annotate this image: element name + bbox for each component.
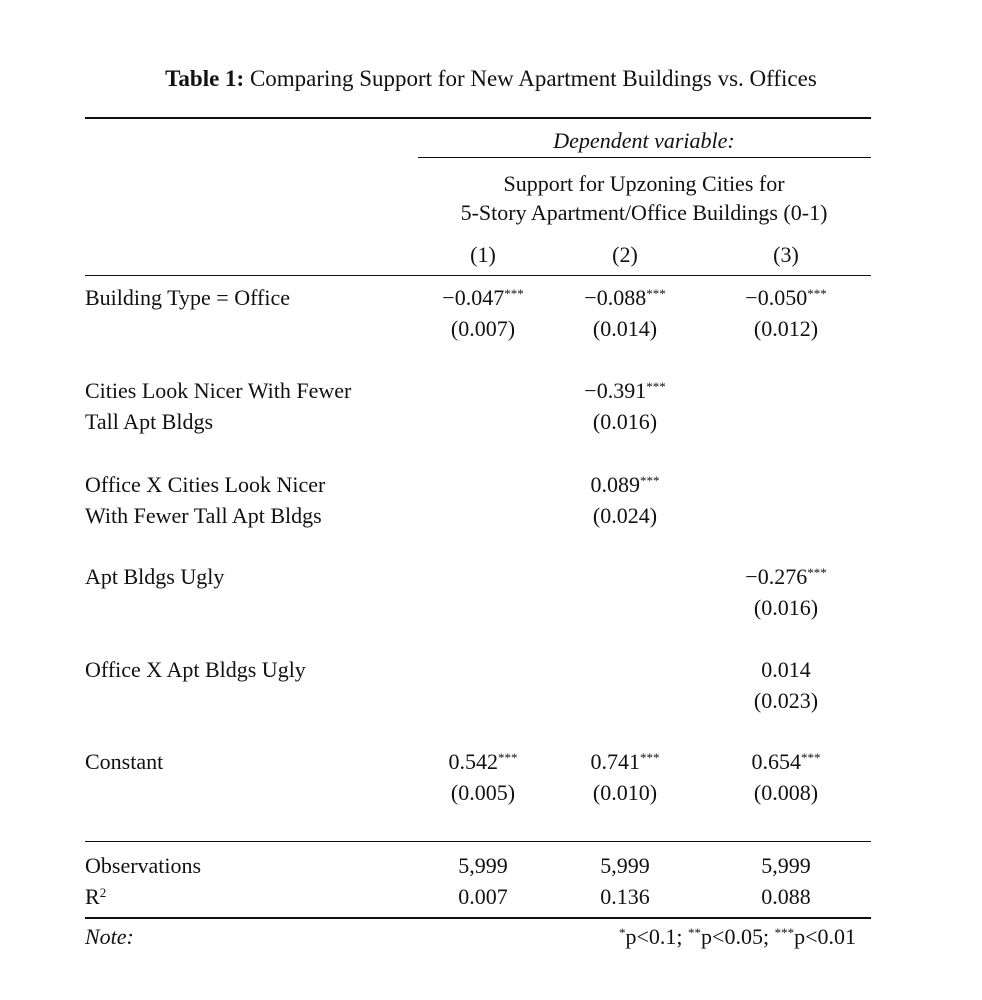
star: **	[688, 925, 702, 940]
significance-stars: ***	[646, 286, 666, 301]
standard-error: (0.007)	[450, 316, 516, 341]
coefficient	[545, 749, 705, 775]
dv-line-2: 5-Story Apartment/Office Buildings (0-1)	[460, 200, 828, 225]
r2-1: 0.007	[458, 884, 508, 909]
row-label: With Fewer Tall Apt Bldgs	[85, 503, 322, 528]
coefficient-value: −0.391	[584, 378, 647, 403]
coefficient-value: −0.276	[745, 564, 808, 589]
coefficient	[403, 285, 563, 311]
coefficient	[403, 749, 563, 775]
row-label: Apt Bldgs Ugly	[85, 564, 225, 589]
stat-label-observations: Observations	[85, 853, 202, 878]
r2-3: 0.088	[761, 884, 811, 909]
significance-stars: ***	[640, 473, 660, 488]
significance-stars: ***	[498, 750, 518, 765]
note-text: p<0.1;	[625, 924, 689, 949]
coefficient-value: 0.741	[590, 749, 640, 774]
coefficient-value: −0.088	[584, 285, 647, 310]
row-label: Building Type = Office	[85, 285, 290, 310]
table-number: Table 1:	[165, 66, 245, 91]
coefficient-value: 0.089	[590, 472, 640, 497]
note-label: Note:	[85, 924, 134, 949]
significance-stars: ***	[640, 750, 660, 765]
dv-line-1: Support for Upzoning Cities for	[503, 171, 785, 196]
row-label: Office X Apt Bldgs Ugly	[85, 657, 306, 682]
observations-3: 5,999	[761, 853, 811, 878]
column-header-1: (1)	[470, 242, 496, 267]
coefficient	[545, 378, 705, 404]
stats-rule	[85, 841, 871, 842]
table-title	[0, 66, 982, 92]
stat-label-r2	[85, 884, 106, 910]
standard-error: (0.005)	[450, 780, 516, 805]
coefficient	[706, 749, 866, 775]
coefficient	[545, 472, 705, 498]
coefficient	[545, 285, 705, 311]
r-label: R	[85, 884, 100, 909]
row-label: Cities Look Nicer With Fewer	[85, 378, 352, 403]
note-text: p<0.01	[794, 924, 856, 949]
coefficient-value: −0.050	[745, 285, 808, 310]
note-text: p<0.05;	[701, 924, 775, 949]
row-label: Constant	[85, 749, 164, 774]
significance-stars: ***	[801, 750, 821, 765]
table-caption: Comparing Support for New Apartment Buildings vs. Offices	[249, 66, 817, 91]
significance-note	[619, 924, 856, 950]
standard-error: (0.023)	[753, 688, 819, 713]
star: ***	[774, 925, 795, 940]
standard-error: (0.024)	[592, 503, 658, 528]
column-header-2: (2)	[612, 242, 638, 267]
star: *	[619, 925, 626, 940]
coefficient-value: 0.014	[761, 657, 811, 682]
column-header-3: (3)	[773, 242, 799, 267]
observations-1: 5,999	[458, 853, 508, 878]
significance-stars: ***	[504, 286, 524, 301]
observations-2: 5,999	[600, 853, 650, 878]
significance-stars: ***	[807, 565, 827, 580]
coefficient-value: 0.654	[751, 749, 801, 774]
dv-rule	[418, 157, 871, 158]
top-rule	[85, 117, 871, 119]
coefficient	[706, 285, 866, 311]
standard-error: (0.014)	[592, 316, 658, 341]
coefficient-value: 0.542	[448, 749, 498, 774]
coefficient	[706, 564, 866, 590]
standard-error: (0.010)	[592, 780, 658, 805]
significance-stars: ***	[646, 379, 666, 394]
bottom-rule	[85, 917, 871, 919]
dependent-variable-label: Dependent variable:	[553, 128, 735, 153]
r2-2: 0.136	[600, 884, 650, 909]
standard-error: (0.016)	[753, 595, 819, 620]
row-label: Tall Apt Bldgs	[85, 409, 214, 434]
coefficient-value: −0.047	[442, 285, 505, 310]
header-rule	[85, 275, 871, 276]
standard-error: (0.008)	[753, 780, 819, 805]
standard-error: (0.012)	[753, 316, 819, 341]
significance-stars: ***	[807, 286, 827, 301]
coefficient	[706, 657, 866, 683]
standard-error: (0.016)	[592, 409, 658, 434]
r-sup: 2	[99, 885, 107, 900]
row-label: Office X Cities Look Nicer	[85, 472, 326, 497]
